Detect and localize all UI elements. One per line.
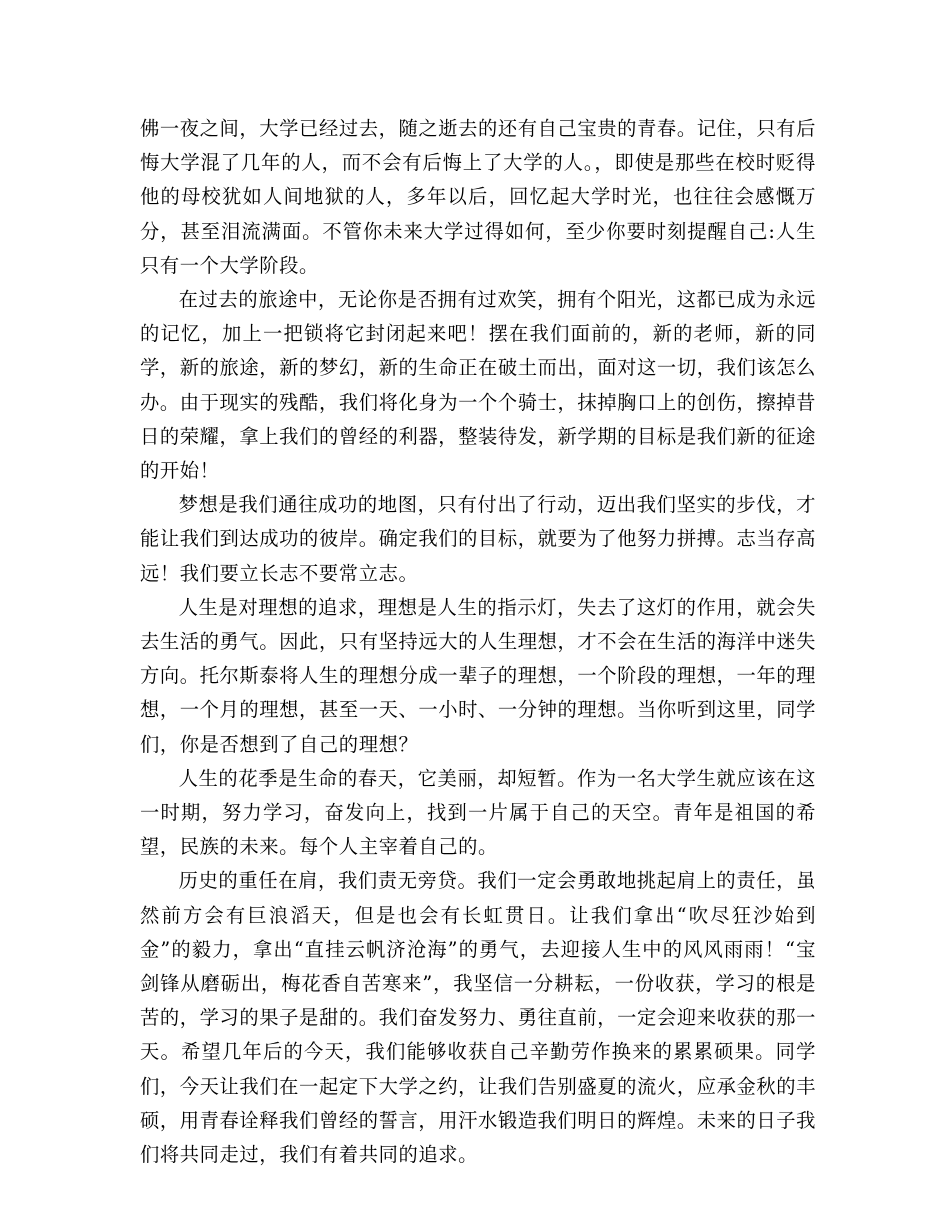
paragraph-4: 人生是对理想的追求，理想是人生的指示灯，失去了这灯的作用，就会失去生活的勇气。因此，只有坚持远大的人生理想，才不会在生活的海洋中迷失方向。托尔斯泰将人生的理想分成一辈子的理想，一个阶段的理想，一年的理想，一个月的理想，甚至一天、一小时、一分钟的理想。当你听到这里，同学们，你是否想到了自己的理想？ <box>140 595 816 756</box>
paragraph-2: 在过去的旅途中，无论你是否拥有过欢笑，拥有个阳光，这都已成为永远的记忆，加上一把锁将它封闭起来吧！摆在我们面前的，新的老师，新的同学，新的旅途，新的梦幻，新的生命正在破土而出，面对这一切，我们该怎么办。由于现实的残酷，我们将化身为一个个骑士，抹掉胸口上的创伤，擦掉昔日的荣耀，拿上我们的曾经的利器，整装待发，新学期的目标是我们新的征途的开始！ <box>140 288 816 483</box>
paragraph-3: 梦想是我们通往成功的地图，只有付出了行动，迈出我们坚实的步伐，才能让我们到达成功的彼岸。确定我们的目标，就要为了他努力拼搏。志当存高远！我们要立长志不要常立志。 <box>140 493 816 585</box>
paragraph-1: 佛一夜之间，大学已经过去，随之逝去的还有自己宝贵的青春。记住，只有后悔大学混了几年的人，而不会有后悔上了大学的人。，即使是那些在校时贬得他的母校犹如人间地狱的人，多年以后，回忆起大学时光，也往往会感慨万分，甚至泪流满面。不管你未来大学过得如何，至少你要时刻提醒自己:人生只有一个大学阶段。 <box>140 117 816 277</box>
paragraph-6: 历史的重任在肩，我们责无旁贷。我们一定会勇敢地挑起肩上的责任，虽然前方会有巨浪滔天，但是也会有长虹贯日。让我们拿出“吹尽狂沙始到金”的毅力，拿出“直挂云帆济沧海”的勇气，去迎接人生中的风风雨雨！“宝剑锋从磨砺出，梅花香自苦寒来”，我坚信一分耕耘，一份收获，学习的根是苦的，学习的果子是甜的。我们奋发努力、勇往直前，一定会迎来收获的那一天。希望几年后的今天，我们能够收获自己辛勤劳作换来的累累硕果。同学们，今天让我们在一起定下大学之约，让我们告别盛夏的流火，应承金秋的丰硕，用青春诠释我们曾经的誓言，用汗水锻造我们明日的辉煌。未来的日子我们将共同走过，我们有着共同的追求。 <box>140 869 816 1167</box>
paragraph-5: 人生的花季是生命的春天，它美丽，却短暂。作为一名大学生就应该在这一时期，努力学习，奋发向上，找到一片属于自己的天空。青年是祖国的希望，民族的未来。每个人主宰着自己的。 <box>140 766 816 859</box>
document-body <box>140 112 816 1172</box>
